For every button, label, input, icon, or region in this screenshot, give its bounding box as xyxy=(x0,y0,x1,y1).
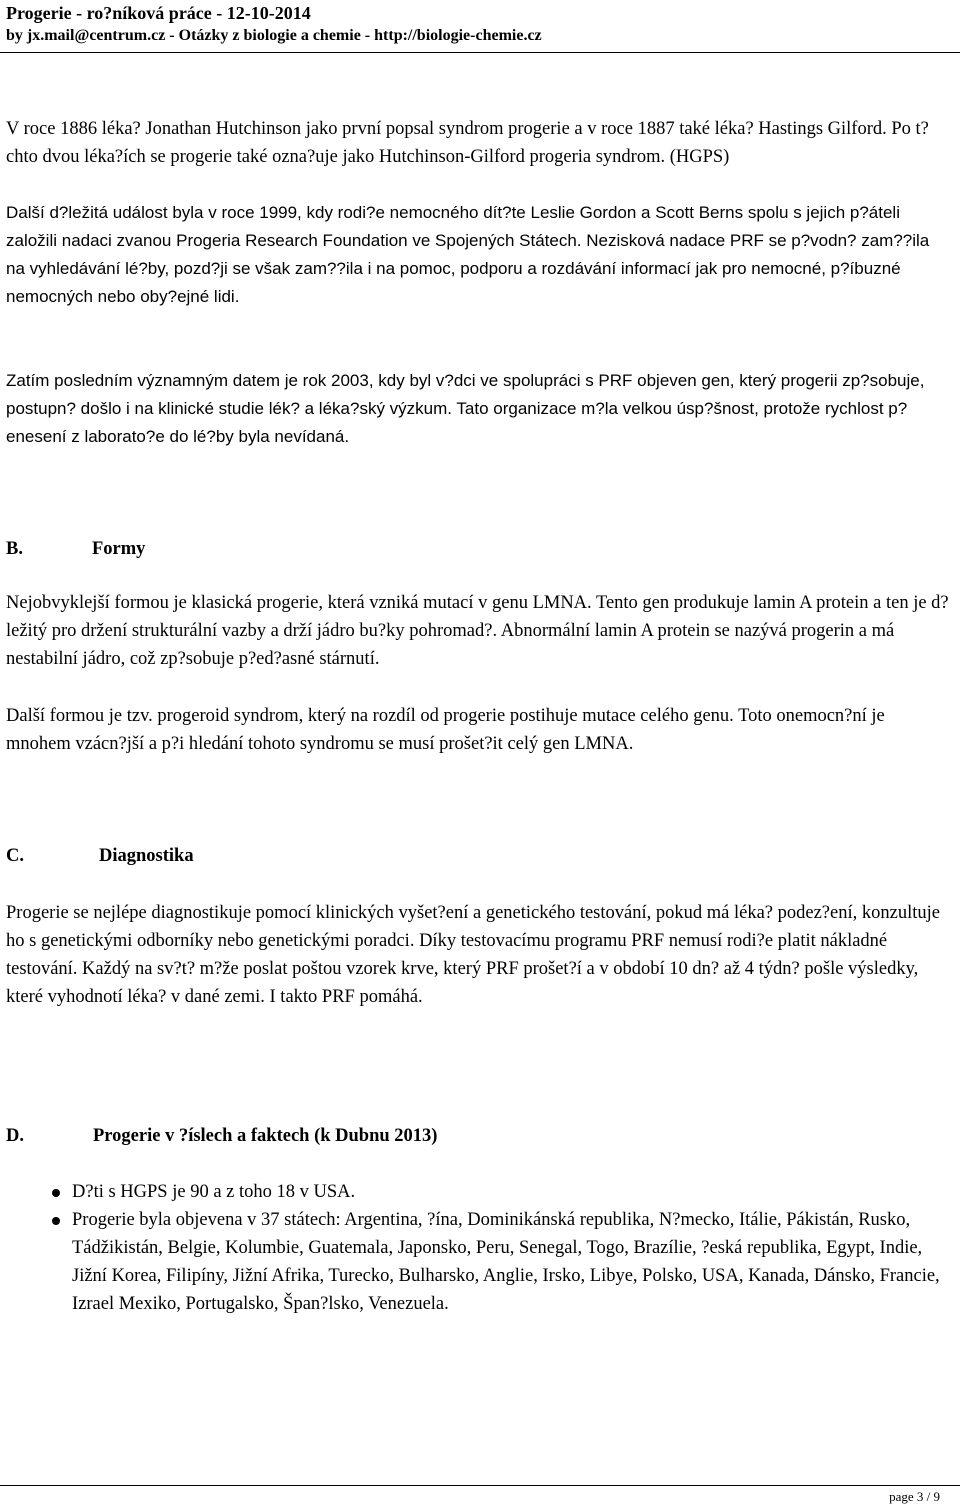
intro-paragraph-1: V roce 1886 léka? Jonathan Hutchinson jako první popsal syndrom progerie a v roce 1887 také léka? Hastings Gilford. Po t?chto dvou léka?ích se progerie také ozna?uje jako Hutchinson-Gilford progeria syndrom. (HGPS) xyxy=(6,119,929,167)
bullet-icon xyxy=(52,1189,60,1197)
intro-paragraph-3: Zatím posledním významným datem je rok 2003, kdy byl v?dci ve spolupráci s PRF objeven gen, který progerii zp?sobuje, postupn? došlo i na klinické studie lék? a léka?ský výzkum. Tato organizace m?la velkou úsp?šnost, protože rychlost p?enesení z laborato?e do lé?by byla nevídaná. xyxy=(6,371,925,446)
list-item xyxy=(6,1206,951,1318)
document-subtitle: by jx.mail@centrum.cz - Otázky z biologie a chemie - http://biologie-chemie.cz xyxy=(6,27,542,44)
section-c-heading xyxy=(6,842,194,870)
bullet-icon xyxy=(52,1217,60,1225)
section-b-title: Formy xyxy=(92,539,146,559)
list-item-text: D?ti s HGPS je 90 a z toho 18 v USA. xyxy=(72,1182,356,1202)
section-c-title: Diagnostika xyxy=(99,846,194,866)
page-footer xyxy=(0,1485,960,1509)
section-b-paragraph-1: Nejobvyklejší formou je klasická progerie, která vzniká mutací v genu LMNA. Tento gen produkuje lamin A protein a ten je d?ležitý pro držení strukturální vazby a drží jádro bu?ky pohromad?. Abnormální lamin A protein se nazývá progerin a má nestabilní jádro, což zp?sobuje p?ed?asné stárnutí. xyxy=(6,593,949,669)
section-b-paragraph-2: Další formou je tzv. progeroid syndrom, který na rozdíl od progerie postihuje mutace celého genu. Toto onemocn?ní je mnohem vzácn?jší a p?i hledání tohoto syndromu se musí prošet?it celý gen LMNA. xyxy=(6,706,885,754)
section-b-heading xyxy=(6,535,145,563)
list-item xyxy=(6,1178,951,1206)
section-d-title: Progerie v ?íslech a faktech (k Dubnu 2013) xyxy=(93,1126,438,1146)
document-title: Progerie - ro?níková práce - 12-10-2014 xyxy=(6,3,311,23)
section-c-paragraph-1: Progerie se nejlépe diagnostikuje pomocí klinických vyšet?ení a genetického testování, pokud má léka? podez?ení, konzultuje ho s genetickými odborníky nebo genetickými poradci. Díky testovacímu programu PRF nemusí rodi?e platit nákladné testování. Každý na sv?t? m?že poslat poštou vzorek krve, který PRF prošet?í a v období 10 dn? až 4 týdn? pošle výsledky, které vyhodnotí léka? v dané zemi. I takto PRF pomáhá. xyxy=(6,903,940,1007)
facts-list xyxy=(6,1178,951,1318)
section-d-heading xyxy=(6,1122,437,1150)
intro-paragraph-2: Další d?ležitá událost byla v roce 1999, kdy rodi?e nemocného dít?te Leslie Gordon a Scott Berns spolu s jejich p?áteli založili nadaci zvanou Progeria Research Foundation ve Spojených Státech. Nezisková nadace PRF se p?vodn? zam??ila na vyhledávání lé?by, pozd?ji se však zam??ila i na pomoc, podporu a rozdávání informací jak pro nemocné, p?íbuzné nemocných nebo oby?ejné lidi. xyxy=(6,203,930,306)
section-d-letter: D. xyxy=(6,1126,24,1146)
section-c-letter: C. xyxy=(6,846,24,866)
page-number: page 3 / 9 xyxy=(889,1489,940,1504)
page-header xyxy=(0,0,960,53)
list-item-text: Progerie byla objevena v 37 státech: Argentina, ?ína, Dominikánská republika, N?mecko, Itálie, Pákistán, Rusko, Tádžikistán, Belgie, Kolumbie, Guatemala, Japonsko, Peru, Senegal, Togo, Brazílie, ?eská republika, Egypt, Indie, Jižní Korea, Filipíny, Jižní Afrika, Turecko, Bulharsko, Anglie, Irsko, Libye, Polsko, USA, Kanada, Dánsko, Francie, Izrael Mexiko, Portugalsko, Špan?lsko, Venezuela. xyxy=(72,1210,940,1314)
section-b-letter: B. xyxy=(6,539,23,559)
